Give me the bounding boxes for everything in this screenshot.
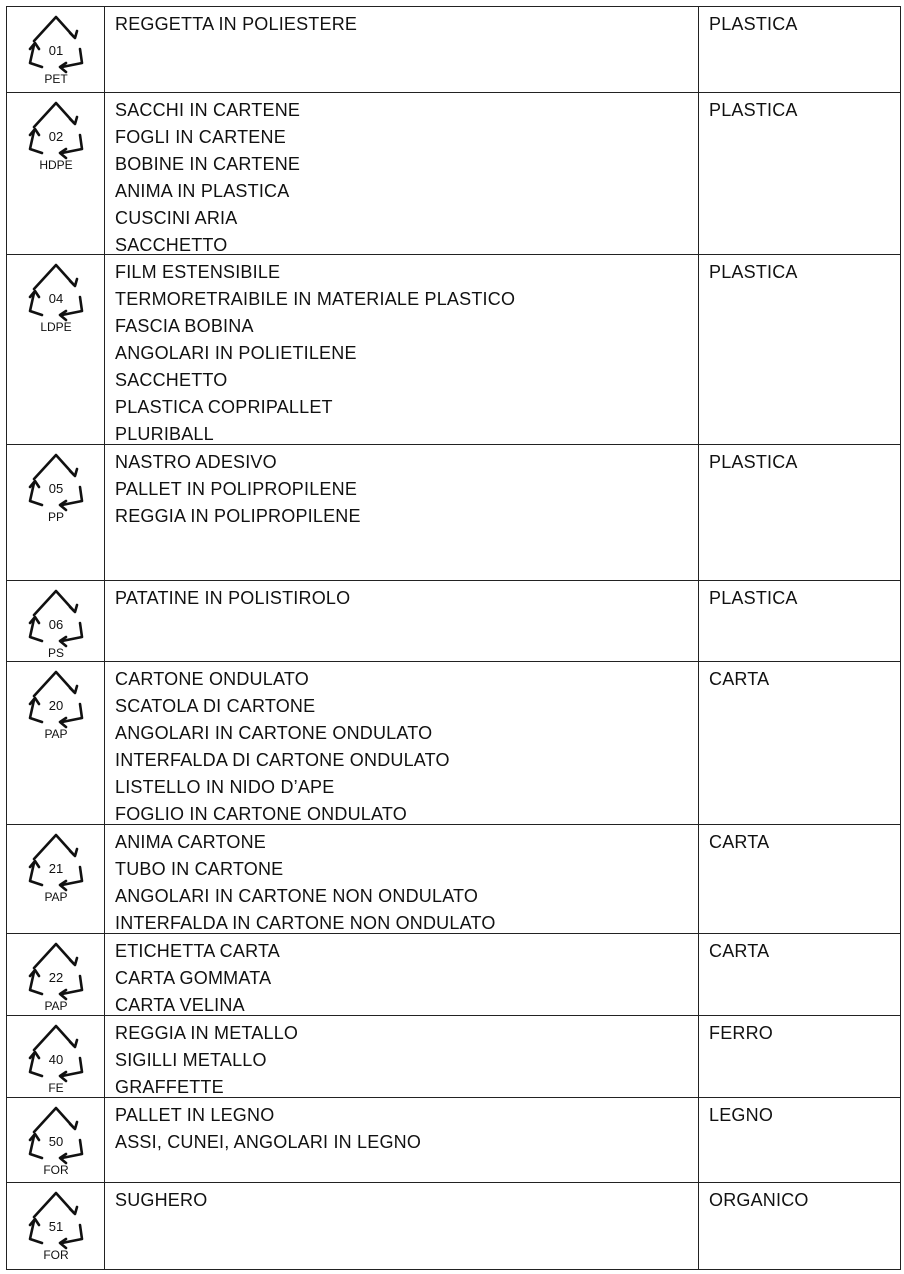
resin-code: 01: [48, 43, 63, 58]
recycling-symbol-icon: [24, 1102, 88, 1178]
waste-category: CARTA: [709, 832, 770, 852]
waste-category-cell: [699, 1183, 900, 1269]
waste-category: PLASTICA: [709, 14, 798, 34]
recycling-code-cell: [7, 825, 105, 933]
resin-code: 40: [48, 1052, 63, 1067]
packaging-items-cell: [105, 445, 699, 580]
recycling-code-cell: [7, 1098, 105, 1182]
material-abbreviation: FE: [47, 1081, 64, 1095]
packaging-item: CUSCINI ARIA: [115, 208, 238, 228]
recycling-code-cell: [7, 93, 105, 254]
waste-category: ORGANICO: [709, 1190, 809, 1210]
material-abbreviation: LDPE: [39, 320, 72, 334]
packaging-item: ASSI, CUNEI, ANGOLARI IN LEGNO: [115, 1132, 422, 1152]
resin-code: 04: [48, 291, 63, 306]
packaging-item: SACCHETTO: [115, 370, 228, 390]
packaging-item: CARTONE ONDULATO: [115, 669, 309, 689]
packaging-item: ANGOLARI IN POLIETILENE: [115, 343, 357, 363]
packaging-item: REGGIA IN POLIPROPILENE: [115, 506, 361, 526]
recycling-symbol-icon: [24, 259, 88, 335]
packaging-item: CARTA GOMMATA: [115, 968, 272, 988]
packaging-item: PATATINE IN POLISTIROLO: [115, 588, 351, 608]
recycling-code-cell: [7, 7, 105, 92]
material-abbreviation: PAP: [43, 890, 68, 904]
table-row: [6, 662, 901, 825]
recycling-symbol-icon: [24, 1187, 88, 1263]
packaging-item: ANIMA CARTONE: [115, 832, 266, 852]
table-row: [6, 934, 901, 1016]
packaging-item: REGGETTA IN POLIESTERE: [115, 14, 358, 34]
recycling-code-cell: [7, 445, 105, 580]
material-abbreviation: FOR: [42, 1163, 69, 1177]
packaging-item: ETICHETTA CARTA: [115, 941, 281, 961]
packaging-items-cell: [105, 934, 699, 1015]
packaging-item: FILM ESTENSIBILE: [115, 262, 281, 282]
packaging-items-cell: [105, 662, 699, 824]
waste-category-cell: [699, 934, 900, 1015]
recycling-symbol-icon: [24, 449, 88, 525]
recycling-code-cell: [7, 1016, 105, 1097]
material-abbreviation: HDPE: [38, 158, 73, 172]
table-row: [6, 6, 901, 93]
material-abbreviation: PET: [43, 72, 68, 86]
resin-code: 05: [48, 481, 63, 496]
recycling-symbol-icon: [24, 829, 88, 905]
waste-category-cell: [699, 255, 900, 444]
table-row: [6, 1016, 901, 1098]
packaging-item: CARTA VELINA: [115, 995, 245, 1015]
material-abbreviation: PAP: [43, 999, 68, 1013]
material-abbreviation: PS: [47, 646, 64, 660]
packaging-item: LISTELLO IN NIDO D’APE: [115, 777, 335, 797]
packaging-item: INTERFALDA IN CARTONE NON ONDULATO: [115, 913, 496, 933]
table-row: [6, 1183, 901, 1270]
waste-category: PLASTICA: [709, 452, 798, 472]
table-row: [6, 255, 901, 445]
table-row: [6, 445, 901, 581]
packaging-item: PLASTICA COPRIPALLET: [115, 397, 333, 417]
packaging-item: REGGIA IN METALLO: [115, 1023, 299, 1043]
resin-code: 51: [48, 1219, 63, 1234]
waste-category-cell: [699, 581, 900, 661]
recycling-symbol-icon: [24, 1020, 88, 1096]
recycling-code-cell: [7, 934, 105, 1015]
resin-code: 02: [48, 129, 63, 144]
table-row: [6, 581, 901, 662]
packaging-item: FOGLIO IN CARTONE ONDULATO: [115, 804, 407, 824]
recycling-symbol-icon: [24, 938, 88, 1014]
resin-code: 50: [48, 1134, 63, 1149]
packaging-item: FOGLI IN CARTENE: [115, 127, 286, 147]
recycling-codes-table: [6, 6, 901, 1270]
material-abbreviation: FOR: [42, 1248, 69, 1262]
material-abbreviation: PP: [47, 510, 64, 524]
recycling-code-cell: [7, 255, 105, 444]
packaging-item: INTERFALDA DI CARTONE ONDULATO: [115, 750, 450, 770]
waste-category: LEGNO: [709, 1105, 774, 1125]
resin-code: 20: [48, 698, 63, 713]
packaging-item: TERMORETRAIBILE IN MATERIALE PLASTICO: [115, 289, 516, 309]
table-row: [6, 1098, 901, 1183]
recycling-code-cell: [7, 581, 105, 661]
resin-code: 22: [48, 970, 63, 985]
packaging-item: SACCHETTO: [115, 235, 228, 255]
packaging-items-cell: [105, 255, 699, 444]
packaging-items-cell: [105, 825, 699, 933]
packaging-item: FASCIA BOBINA: [115, 316, 254, 336]
packaging-items-cell: [105, 93, 699, 254]
packaging-item: PLURIBALL: [115, 424, 214, 444]
table-row: [6, 825, 901, 934]
recycling-code-cell: [7, 1183, 105, 1269]
recycling-code-cell: [7, 662, 105, 824]
waste-category-cell: [699, 7, 900, 92]
packaging-item: PALLET IN LEGNO: [115, 1105, 275, 1125]
packaging-item: BOBINE IN CARTENE: [115, 154, 301, 174]
waste-category: CARTA: [709, 669, 770, 689]
packaging-items-cell: [105, 1098, 699, 1182]
packaging-item: GRAFFETTE: [115, 1077, 224, 1097]
waste-category-cell: [699, 1016, 900, 1097]
resin-code: 06: [48, 617, 63, 632]
packaging-items-cell: [105, 1016, 699, 1097]
waste-category-cell: [699, 662, 900, 824]
packaging-item: SUGHERO: [115, 1190, 208, 1210]
packaging-item: ANIMA IN PLASTICA: [115, 181, 290, 201]
waste-category-cell: [699, 93, 900, 254]
waste-category: PLASTICA: [709, 262, 798, 282]
packaging-items-cell: [105, 581, 699, 661]
waste-category-cell: [699, 1098, 900, 1182]
waste-category: CARTA: [709, 941, 770, 961]
recycling-symbol-icon: [24, 97, 88, 173]
table-row: [6, 93, 901, 255]
recycling-symbol-icon: [24, 666, 88, 742]
packaging-item: SCATOLA DI CARTONE: [115, 696, 316, 716]
packaging-item: PALLET IN POLIPROPILENE: [115, 479, 358, 499]
waste-category: PLASTICA: [709, 100, 798, 120]
packaging-item: ANGOLARI IN CARTONE NON ONDULATO: [115, 886, 479, 906]
packaging-items-cell: [105, 1183, 699, 1269]
waste-category-cell: [699, 825, 900, 933]
waste-category-cell: [699, 445, 900, 580]
packaging-item: ANGOLARI IN CARTONE ONDULATO: [115, 723, 433, 743]
recycling-symbol-icon: [24, 11, 88, 87]
packaging-item: SIGILLI METALLO: [115, 1050, 267, 1070]
waste-category: FERRO: [709, 1023, 773, 1043]
waste-category: PLASTICA: [709, 588, 798, 608]
packaging-item: NASTRO ADESIVO: [115, 452, 277, 472]
resin-code: 21: [48, 861, 63, 876]
packaging-items-cell: [105, 7, 699, 92]
material-abbreviation: PAP: [43, 727, 68, 741]
packaging-item: SACCHI IN CARTENE: [115, 100, 301, 120]
packaging-item: TUBO IN CARTONE: [115, 859, 284, 879]
recycling-symbol-icon: [24, 585, 88, 661]
